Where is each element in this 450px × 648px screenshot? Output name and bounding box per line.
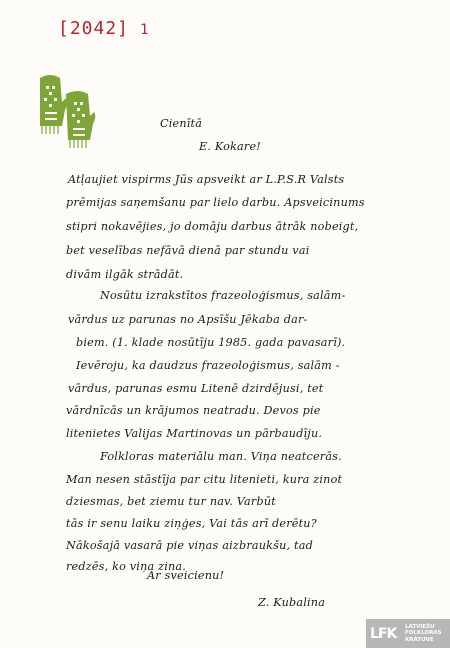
body-line: bet veselības nefāvā dienā par stundu vai: [66, 244, 310, 257]
body-line: litenietes Valijas Martinovas un pārbaudīju.: [66, 427, 323, 440]
body-line: vārdus, parunas esmu Litenē dzirdējusi, tet: [68, 382, 324, 395]
body-line: vārdus uz parunas no Apsīšu Jēkaba dar-: [68, 313, 308, 326]
stamp-line: LATVIEŠU: [405, 623, 435, 630]
body-line: redzēs, ko viņa zina.: [66, 560, 187, 573]
body-line: Folkloras materiālu man. Viņa neatcerās.: [100, 450, 342, 463]
archive-stamp-text: [405, 624, 442, 644]
body-line: Nosūtu izrakstītos frazeoloģismus, salām-: [100, 289, 346, 302]
body-line: dziesmas, bet ziemu tur nav. Varbūt: [66, 495, 276, 508]
page-number: 1: [140, 22, 149, 38]
body-line: vārdnīcās un krājumos neatradu. Devos pie: [66, 404, 321, 417]
body-line: Nākošajā vasarā pie viņas aizbraukšu, tad: [66, 539, 313, 552]
letter-signature: Z. Kubalina: [258, 596, 326, 609]
body-line: tās ir senu laiku ziņģes, Vai tās arī derētu?: [66, 517, 317, 530]
body-line: Man nesen stāstīja par citu litenieti, kura zinot: [66, 473, 343, 486]
body-line: prēmijas saņemšanu par lielo darbu. Apsveicinums: [66, 196, 365, 209]
body-line: Ievēroju, ka daudzus frazeoloģismus, salām -: [76, 359, 340, 372]
archive-logo: LFK: [370, 625, 397, 642]
mittens-illustration: [36, 72, 98, 152]
stamp-line: KRĀTUVE: [405, 636, 434, 643]
body-line: biem. (1. klade nosūtīju 1985. gada pavasarī).: [76, 336, 346, 349]
body-line: divām ilgāk strādāt.: [66, 268, 184, 281]
archive-stamp: [366, 619, 450, 648]
letter-greeting: Cienītā: [160, 117, 203, 130]
body-line: Atļaujiet vispirms Jūs apsveikt ar L.P.S.R Valsts: [68, 173, 345, 186]
body-line: stipri nokavējies, jo domāju darbus ātrāk nobeigt,: [66, 220, 359, 233]
letter-closing: Ar sveicienu!: [147, 569, 225, 582]
letter-addressee: E. Kokare!: [199, 140, 261, 153]
archive-number: [2042]: [58, 18, 130, 39]
stamp-line: FOLKLORAS: [405, 630, 442, 637]
